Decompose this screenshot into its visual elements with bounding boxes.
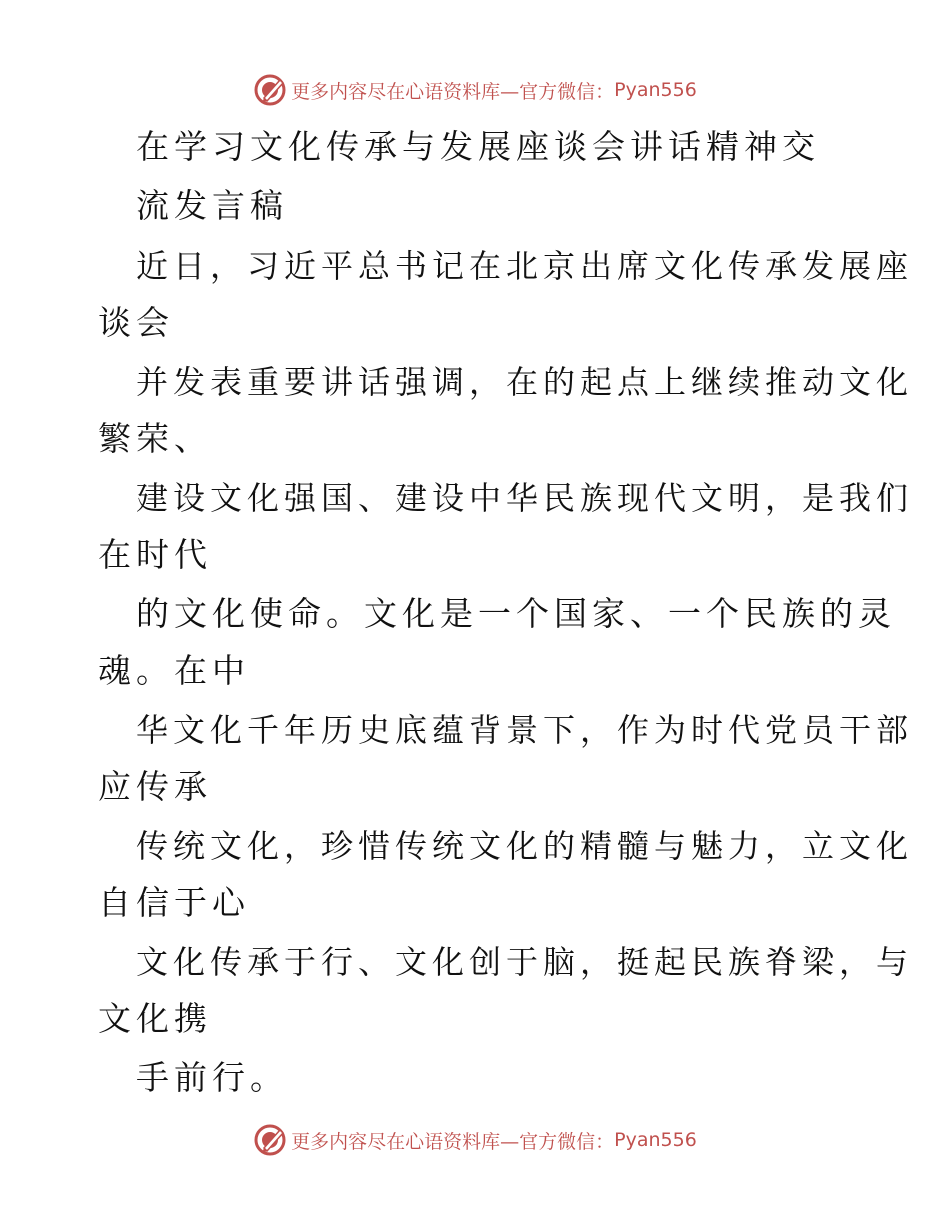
pen-logo-icon	[253, 1123, 287, 1157]
watermark-footer	[0, 1120, 950, 1160]
paragraph-line: 传统文化，珍惜传统文化的精髓与魅力，立文化	[136, 827, 914, 865]
paragraph-line: 华文化千年历史底蕴背景下，作为时代党员干部	[136, 711, 914, 749]
pen-logo-icon	[253, 73, 287, 107]
paragraph-line: 建设文化强国、建设中华民族现代文明，是我们	[136, 479, 914, 517]
paragraph-line: 自信于心	[98, 883, 250, 922]
watermark-wechat-id: Pyan556	[614, 79, 697, 101]
paragraph-line: 并发表重要讲话强调，在的起点上继续推动文化	[136, 363, 914, 401]
paragraph-line: 文化携	[98, 999, 212, 1038]
paragraph-line: 手前行。	[136, 1058, 288, 1097]
watermark-wechat-id: Pyan556	[614, 1129, 697, 1151]
document-title-line-2: 流发言稿	[136, 186, 288, 225]
watermark-header	[0, 70, 950, 110]
paragraph-line: 近日，习近平总书记在北京出席文化传承发展座	[136, 247, 914, 285]
paragraph-line: 在时代	[98, 535, 212, 574]
paragraph-line: 谈会	[98, 303, 174, 342]
paragraph-line: 应传承	[98, 767, 212, 806]
watermark-text: 更多内容尽在心语资料库—官方微信：	[291, 80, 615, 103]
paragraph-line: 的文化使命。文化是一个国家、一个民族的灵	[136, 594, 896, 633]
document-title-line-1: 在学习文化传承与发展座谈会讲话精神交	[136, 127, 820, 166]
paragraph-line: 繁荣、	[98, 419, 212, 458]
paragraph-line: 魂。在中	[98, 651, 250, 690]
watermark-text: 更多内容尽在心语资料库—官方微信：	[291, 1130, 615, 1153]
paragraph-line: 文化传承于行、文化创于脑，挺起民族脊梁，与	[136, 943, 914, 981]
